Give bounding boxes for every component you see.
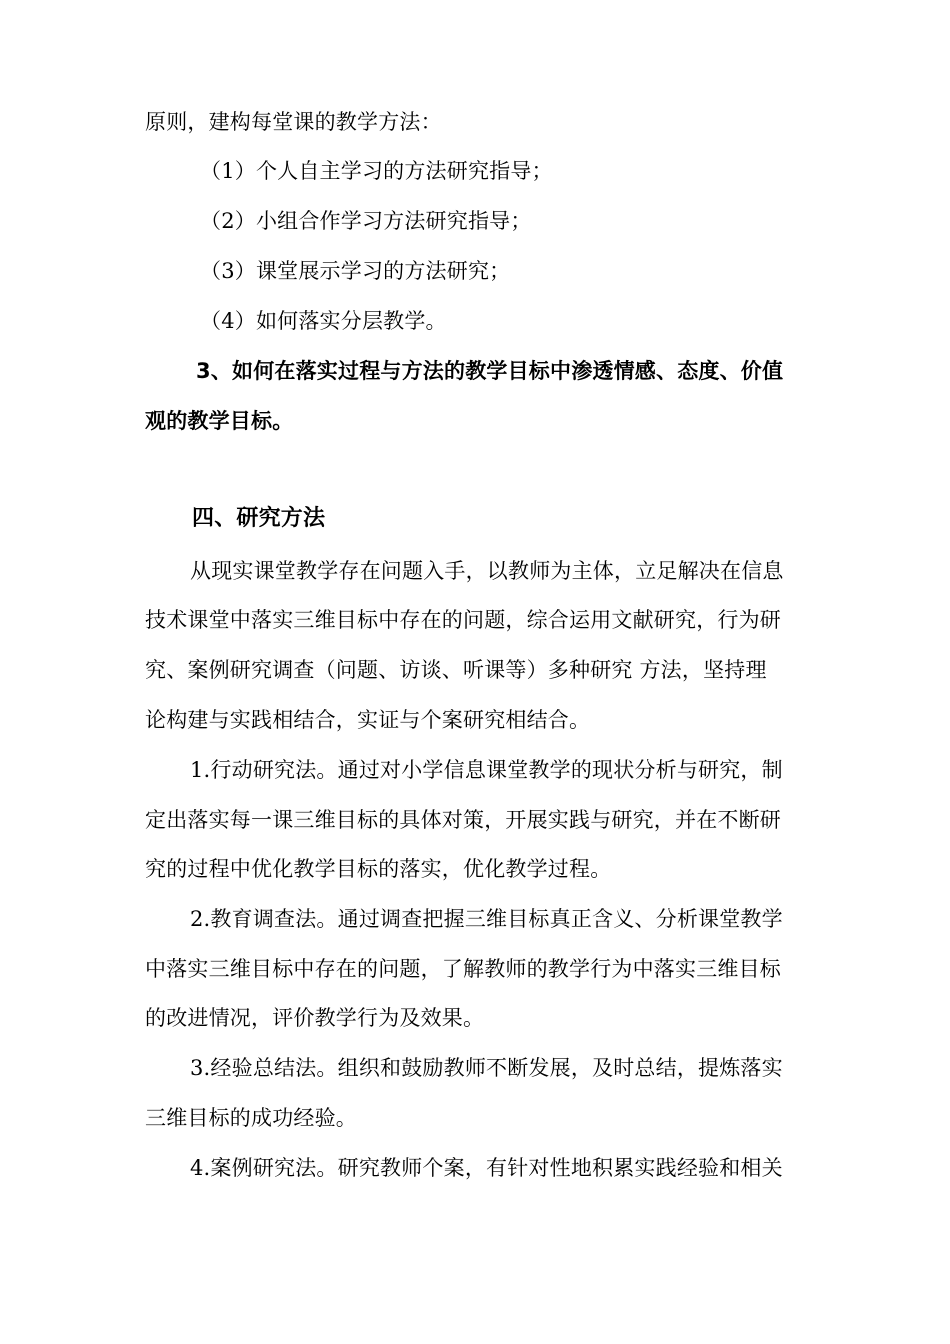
section4-intro-line-3: 究、案例研究调查（问题、访谈、听课等）多种研究 方法，坚持理 [145, 658, 767, 682]
intro-line: 原则，建构每堂课的教学方法： [145, 110, 442, 134]
methods-list-item-4: （4）如何落实分层教学。 [200, 309, 447, 333]
section4-heading: 四、研究方法 [192, 506, 326, 531]
method3-line-1: 3.经验总结法。组织和鼓励教师不断发展，及时总结，提炼落实 [190, 1056, 783, 1080]
methods-list-item-2: （2）小组合作学习方法研究指导； [200, 209, 532, 233]
method1-line-1: 1.行动研究法。通过对小学信息课堂教学的现状分析与研究，制 [190, 758, 783, 782]
method4-line-1: 4.案例研究法。研究教师个案，有针对性地积累实践经验和相关 [190, 1156, 783, 1180]
methods-list-item-1: （1）个人自主学习的方法研究指导； [200, 159, 553, 183]
section4-intro-line-1: 从现实课堂教学存在问题入手，以教师为主体，立足解决在信息 [190, 559, 784, 583]
method2-line-2: 中落实三维目标中存在的问题，了解教师的教学行为中落实三维目标 [145, 957, 781, 981]
methods-list-item-3: （3）课堂展示学习的方法研究； [200, 259, 511, 283]
method1-line-2: 定出落实每一课三维目标的具体对策，开展实践与研究，并在不断研 [145, 808, 781, 832]
method2-line-1: 2.教育调查法。通过调查把握三维目标真正含义、分析课堂教学 [190, 907, 783, 931]
point3-line-1: 3、如何在落实过程与方法的教学目标中渗透情感、态度、价值 [196, 359, 784, 383]
section4-intro-line-2: 技术课堂中落实三维目标中存在的问题，综合运用文献研究，行为研 [145, 608, 781, 632]
method1-line-3: 究的过程中优化教学目标的落实，优化教学过程。 [145, 857, 612, 881]
method2-line-3: 的改进情况，评价教学行为及效果。 [145, 1006, 485, 1030]
section4-intro-line-4: 论构建与实践相结合，实证与个案研究相结合。 [145, 708, 591, 732]
point3-line-2: 观的教学目标。 [145, 409, 294, 433]
method3-line-2: 三维目标的成功经验。 [145, 1106, 357, 1130]
